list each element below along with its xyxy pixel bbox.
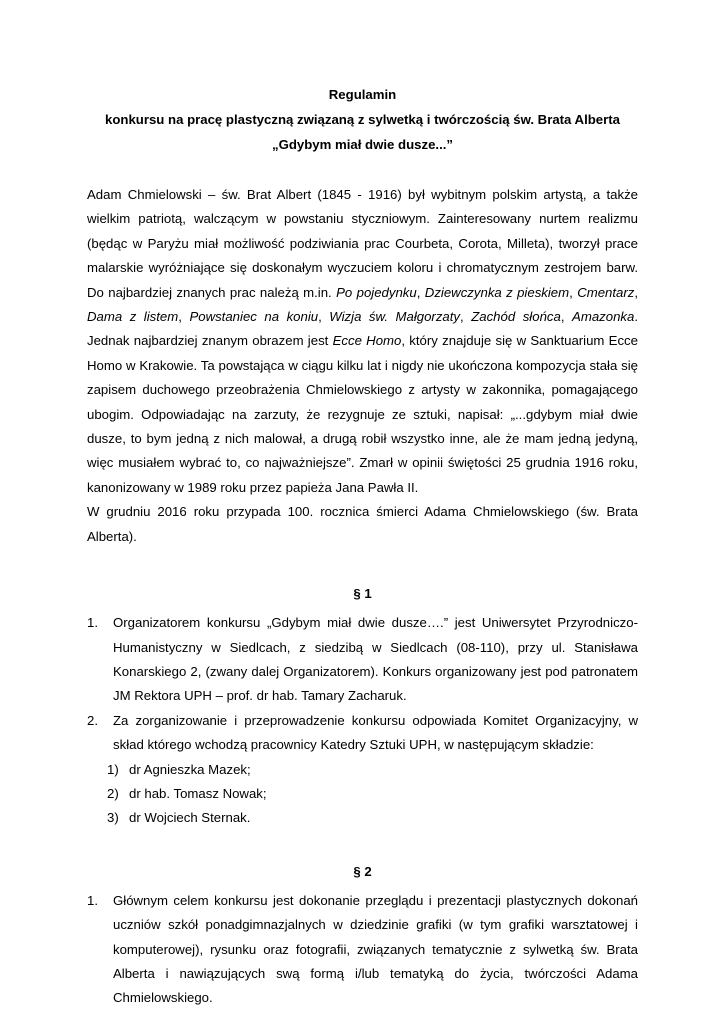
work-title: Ecce Homo bbox=[332, 333, 402, 349]
member-name: dr Agnieszka Mazek; bbox=[129, 761, 251, 777]
work-title: Dama z listem bbox=[87, 309, 179, 325]
member-number: 1) bbox=[107, 761, 119, 777]
committee-member bbox=[87, 782, 638, 806]
item-text: Organizatorem konkursu „Gdybym miał dwie dusze….” jest Uniwersytet Przyrodniczo-Humanistyczny w Siedlcach, z siedzibą w Siedlcach (08-110), przy ul. Stanisława Konarskiego 2, (zwany dalej Organizatorem). Konkurs organizowany jest pod patronatem JM Rektora UPH – prof. dr hab. Tamary Zacharuk. bbox=[113, 615, 638, 704]
work-title: Zachód słońca bbox=[471, 309, 561, 325]
section-2-list bbox=[87, 889, 638, 1011]
item-number: 1. bbox=[87, 892, 98, 908]
document-subtitle: konkursu na pracę plastyczną związaną z sylwetką i twórczością św. Brata Alberta bbox=[105, 112, 620, 127]
member-name: dr Wojciech Sternak. bbox=[129, 810, 251, 826]
list-item bbox=[87, 709, 638, 758]
committee-member bbox=[87, 806, 638, 830]
work-title: Wizja św. Małgorzaty bbox=[329, 309, 461, 325]
member-name: dr hab. Tomasz Nowak; bbox=[129, 785, 267, 801]
item-number: 1. bbox=[87, 615, 98, 631]
committee-member bbox=[87, 758, 638, 782]
section-heading-1: § 1 bbox=[353, 586, 372, 602]
intro-paragraph: Adam Chmielowski – św. Brat Albert (1845 - 1916) był wybitnym polskim artystą, a także wielkim patriotą, walczącym w powstaniu styczniowym. Zainteresowany nurtem realizmu (będąc w Paryżu miał możliwość podziwiania prac Courbeta, Corota, Milleta), tworzył prace malarskie wyróżniające się doskonałym wyczuciem koloru i chromatycznym zestrojem barw. Do najbardziej znanych prac należą m.in. Po pojedynku, Dziewczynka z pieskiem, Cmentarz, Dama z listem, Powstaniec na koniu, Wizja św. Małgorzaty, Zachód słońca, Amazonka. Jednak najbardziej znanym obrazem jest Ecce Homo, który znajduje się w Sanktuarium Ecce Homo w Krakowie. Ta powstająca w ciągu kilku lat i nigdy nie ukończona kompozycja stała się zapisem duchowego przeobrażenia Chmielowskiego z artysty w zakonnika, pomagającego ubogim. Odpowiadając na zarzuty, że rezygnuje ze sztuki, napisał: „...gdybym miał dwie dusze, to bym jedną z nich malował, a drugą robił wszystko inne, ale że mam jedną jedyną, więc musiałem wybrać to, co najważniejsze”. Zmarł w opinii świętości 25 grudnia 1916 roku, kanonizowany w 1989 roku przez papieża Jana Pawła II. bbox=[87, 187, 639, 495]
section-heading-2: § 2 bbox=[353, 863, 372, 879]
member-number: 2) bbox=[107, 785, 119, 801]
item-number: 2. bbox=[87, 712, 98, 728]
work-title: Amazonka bbox=[572, 309, 635, 325]
work-title: Powstaniec na koniu bbox=[189, 309, 319, 325]
contest-name: „Gdybym miał dwie dusze...” bbox=[271, 137, 453, 152]
work-title: Dziewczynka z pieskiem bbox=[424, 284, 570, 300]
document-title: Regulamin bbox=[328, 87, 397, 102]
member-number: 3) bbox=[107, 810, 119, 826]
item-text: Głównym celem konkursu jest dokonanie przeglądu i prezentacji plastycznych dokonań uczniów szkół ponadgimnazjalnych w dziedzinie grafiki (w tym grafiki warsztatowej i komputerowej), rysunku oraz fotografii, związanych tematycznie z sylwetką św. Brata Alberta i nawiązujących swą formą i/lub tematyką do życia, twórczości Adama Chmielowskiego. bbox=[113, 892, 638, 1006]
anniversary-line: W grudniu 2016 roku przypada 100. rocznica śmierci Adama Chmielowskiego (św. Brata Alberta). bbox=[87, 504, 638, 544]
item-text: Za zorganizowanie i przeprowadzenie konkursu odpowiada Komitet Organizacyjny, w skład którego wchodzą pracownicy Katedry Sztuki UPH, w następującym składzie: bbox=[113, 712, 638, 753]
list-item bbox=[87, 611, 638, 709]
section-1-list bbox=[87, 611, 638, 757]
list-item bbox=[87, 889, 638, 1011]
work-title: Cmentarz bbox=[577, 284, 635, 300]
work-title: Po pojedynku bbox=[336, 284, 417, 300]
